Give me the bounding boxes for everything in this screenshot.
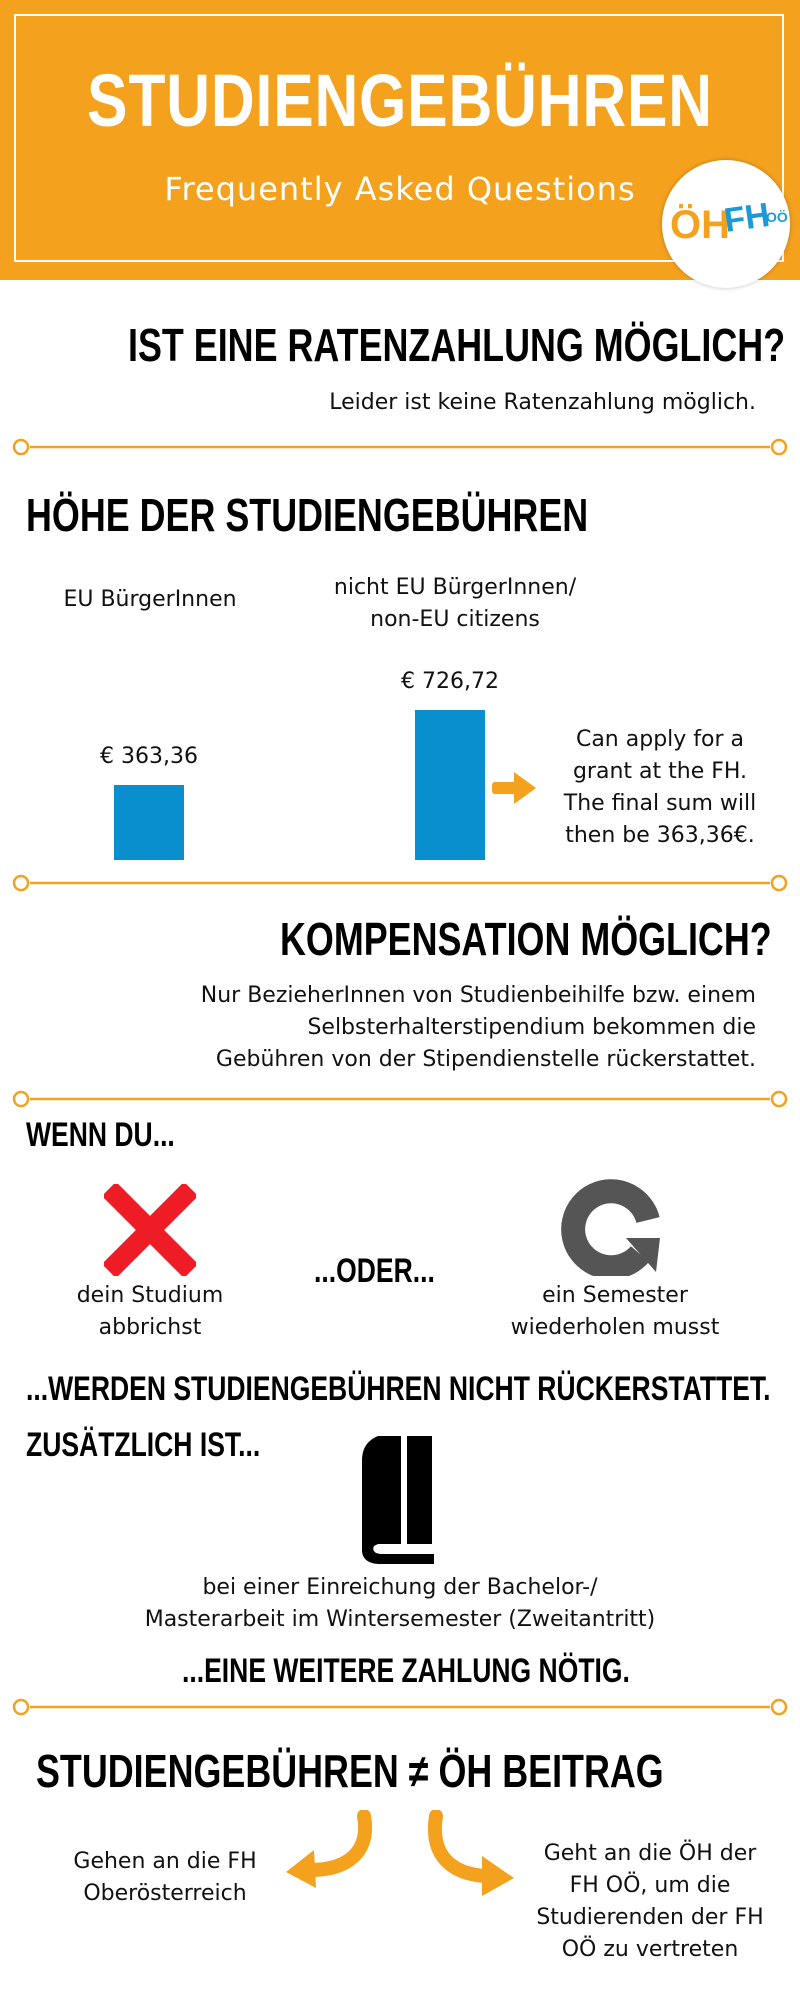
option2-line1: ein Semester [542,1283,688,1308]
grant-note-line3: The final sum will [563,791,757,816]
grant-note-line4: then be 363,36€. [565,823,755,848]
further-payment-statement: ...EINE WEITERE ZAHLUNG NÖTIG. [182,1652,630,1690]
fee-destination-line2: Oberösterreich [83,1881,247,1906]
fee-bar-non-eu [415,710,485,860]
oeh-destination-line1: Geht an die ÖH der [543,1841,757,1866]
arrow-right-icon [490,768,540,808]
section-divider [12,1698,788,1716]
thesis-line1: bei einer Einreichung der Bachelor-/ [202,1575,598,1600]
non-eu-label-line1: nicht EU BürgerInnen/ [333,575,577,600]
compensation-line3: Gebühren von der Stipendienstelle rückerstattet. [215,1047,756,1072]
section-divider [12,874,788,892]
page-title: STUDIENGEBÜHREN [87,59,713,142]
non-eu-label-line2: non-EU citizens [370,607,540,632]
fee-destination-line1: Gehen an die FH [73,1849,257,1874]
compensation-line2: Selbsterhalterstipendium bekommen die [307,1015,756,1040]
section-divider [12,438,788,456]
svg-text:ÖH: ÖH [670,203,730,247]
additional-heading: ZUSÄTZLICH IST... [26,1426,261,1464]
amount-heading: HÖHE DER STUDIENGEBÜHREN [26,489,589,541]
option1-line2: abbrichst [98,1315,202,1340]
option2-line2: wiederholen musst [510,1315,720,1340]
fee-bar-chart [60,650,540,870]
fee-bar-eu [114,785,184,860]
repeat-arrow-icon [556,1176,668,1276]
curved-arrow-left-icon [280,1810,380,1890]
oeh-fh-logo [662,160,790,288]
section-divider [12,1090,788,1108]
logo-graphic [662,160,790,288]
page-subtitle: Frequently Asked Questions [164,170,636,208]
installments-heading: IST EINE RATENZAHLUNG MÖGLICH? [128,319,786,371]
installments-answer: Leider ist keine Ratenzahlung möglich. [329,390,756,415]
fee-bar-label-non-eu: € 726,72 [401,669,499,694]
or-connector: ...ODER... [314,1252,435,1290]
svg-text:FH: FH [721,195,773,240]
oeh-destination-line3: Studierenden der FH [536,1905,764,1930]
red-cross-icon [104,1184,196,1276]
thesis-line2: Masterarbeit im Wintersemester (Zweitantritt) [144,1607,656,1632]
curved-arrow-right-icon [420,1810,520,1900]
compensation-heading: KOMPENSATION MÖGLICH? [280,913,772,965]
oeh-destination-line4: OÖ zu vertreten [561,1937,739,1962]
book-icon [356,1432,440,1568]
fee-bar-label-eu: € 363,36 [100,744,198,769]
compensation-line1: Nur BezieherInnen von Studienbeihilfe bzw. einem [200,983,756,1008]
grant-note-line1: Can apply for a [575,727,745,752]
svg-text:OÖ: OÖ [766,209,788,225]
not-refunded-statement: ...WERDEN STUDIENGEBÜHREN NICHT RÜCKERSTATTET. [26,1370,771,1408]
option1-line1: dein Studium [76,1283,224,1308]
fee-vs-oeh-heading: STUDIENGEBÜHREN ≠ ÖH BEITRAG [36,1745,664,1797]
oeh-destination-line2: FH OÖ, um die [569,1873,731,1898]
grant-note-line2: grant at the FH. [572,759,748,784]
conditions-heading: WENN DU... [26,1116,175,1154]
eu-citizens-label: EU BürgerInnen [63,587,237,612]
